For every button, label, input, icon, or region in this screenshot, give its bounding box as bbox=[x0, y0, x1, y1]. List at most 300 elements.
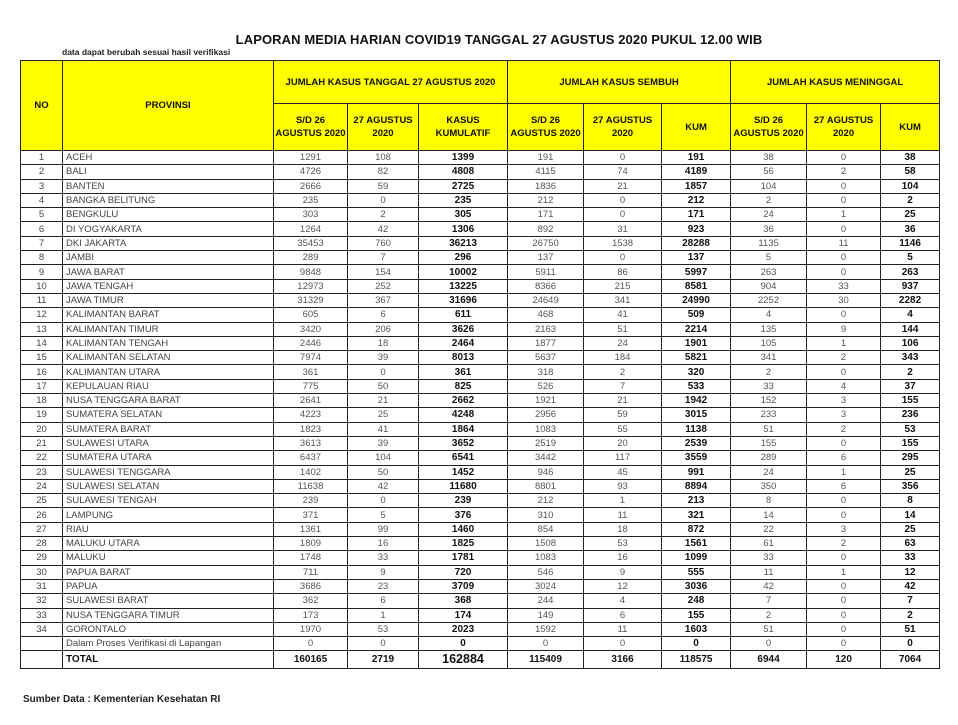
sembuh-kum: 213 bbox=[662, 494, 731, 508]
province-name: MALUKU UTARA bbox=[63, 537, 274, 551]
kasus-kumulatif: 1306 bbox=[419, 222, 508, 236]
sembuh-tgl27: 0 bbox=[584, 251, 662, 265]
sembuh-sd26: 1592 bbox=[508, 622, 584, 636]
table-row bbox=[21, 236, 940, 250]
sembuh-kum: 2539 bbox=[662, 436, 731, 450]
header-kasus-tgl27: 27 AGUSTUS 2020 bbox=[348, 104, 419, 151]
kasus-kumulatif: 235 bbox=[419, 193, 508, 207]
meninggal-sd26: 2252 bbox=[731, 293, 807, 307]
meninggal-kum: 42 bbox=[881, 579, 940, 593]
header-kasus-sd26: S/D 26 AGUSTUS 2020 bbox=[274, 104, 348, 151]
meninggal-tgl27: 9 bbox=[807, 322, 881, 336]
meninggal-kum: 2 bbox=[881, 608, 940, 622]
kasus-tgl27: 53 bbox=[348, 622, 419, 636]
row-no: 2 bbox=[21, 165, 63, 179]
sembuh-sd26: 149 bbox=[508, 608, 584, 622]
sembuh-sd26: 171 bbox=[508, 208, 584, 222]
province-name: KALIMANTAN TENGAH bbox=[63, 336, 274, 350]
total-label: TOTAL bbox=[63, 651, 274, 669]
meninggal-sd26: 2 bbox=[731, 608, 807, 622]
kasus-kumulatif: 1452 bbox=[419, 465, 508, 479]
kasus-sd26: 2641 bbox=[274, 394, 348, 408]
kasus-sd26: 1402 bbox=[274, 465, 348, 479]
table-row bbox=[21, 379, 940, 393]
meninggal-sd26: 904 bbox=[731, 279, 807, 293]
table-row bbox=[21, 222, 940, 236]
row-no: 27 bbox=[21, 522, 63, 536]
table-row bbox=[21, 494, 940, 508]
province-name: SULAWESI TENGAH bbox=[63, 494, 274, 508]
sembuh-tgl27: 9 bbox=[584, 565, 662, 579]
kasus-sd26: 35453 bbox=[274, 236, 348, 250]
source-note: Sumber Data : Kementerian Kesehatan RI bbox=[23, 694, 221, 705]
meninggal-kum: 4 bbox=[881, 308, 940, 322]
kasus-sd26: 2666 bbox=[274, 179, 348, 193]
meninggal-kum: 2 bbox=[881, 365, 940, 379]
sembuh-kum: 1099 bbox=[662, 551, 731, 565]
meninggal-tgl27: 2 bbox=[807, 537, 881, 551]
meninggal-sd26: 155 bbox=[731, 436, 807, 450]
meninggal-tgl27: 0 bbox=[807, 579, 881, 593]
meninggal-sd26: 51 bbox=[731, 422, 807, 436]
table-row bbox=[21, 365, 940, 379]
sembuh-sd26: 854 bbox=[508, 522, 584, 536]
sembuh-tgl27: 93 bbox=[584, 479, 662, 493]
sembuh-kum: 137 bbox=[662, 251, 731, 265]
meninggal-kum: 33 bbox=[881, 551, 940, 565]
kasus-kumulatif: 368 bbox=[419, 594, 508, 608]
meninggal-sd26: 4 bbox=[731, 308, 807, 322]
kasus-tgl27: 6 bbox=[348, 594, 419, 608]
sembuh-sd26: 1083 bbox=[508, 422, 584, 436]
kasus-tgl27: 9 bbox=[348, 565, 419, 579]
sembuh-sd26: 546 bbox=[508, 565, 584, 579]
sembuh-tgl27: 53 bbox=[584, 537, 662, 551]
kasus-sd26: 303 bbox=[274, 208, 348, 222]
sembuh-kum: 155 bbox=[662, 608, 731, 622]
kasus-tgl27: 21 bbox=[348, 394, 419, 408]
kasus-sd26: 711 bbox=[274, 565, 348, 579]
row-no: 20 bbox=[21, 422, 63, 436]
meninggal-sd26: 5 bbox=[731, 251, 807, 265]
sembuh-kum: 0 bbox=[662, 637, 731, 651]
kasus-kumulatif: 296 bbox=[419, 251, 508, 265]
meninggal-kum: 63 bbox=[881, 537, 940, 551]
sembuh-tgl27: 7 bbox=[584, 379, 662, 393]
province-name: BANTEN bbox=[63, 179, 274, 193]
meninggal-sd26: 36 bbox=[731, 222, 807, 236]
sembuh-tgl27: 59 bbox=[584, 408, 662, 422]
meninggal-sd26: 33 bbox=[731, 379, 807, 393]
meninggal-kum: 7 bbox=[881, 594, 940, 608]
province-name: GORONTALO bbox=[63, 622, 274, 636]
meninggal-tgl27: 0 bbox=[807, 508, 881, 522]
sembuh-tgl27: 45 bbox=[584, 465, 662, 479]
meninggal-sd26: 152 bbox=[731, 394, 807, 408]
kasus-sd26: 1291 bbox=[274, 151, 348, 165]
sembuh-kum: 191 bbox=[662, 151, 731, 165]
table-row bbox=[21, 422, 940, 436]
sembuh-sd26: 946 bbox=[508, 465, 584, 479]
sembuh-kum: 24990 bbox=[662, 293, 731, 307]
table-row bbox=[21, 565, 940, 579]
province-name: JAWA BARAT bbox=[63, 265, 274, 279]
kasus-kumulatif: 3709 bbox=[419, 579, 508, 593]
province-name: KALIMANTAN BARAT bbox=[63, 308, 274, 322]
total-no bbox=[21, 651, 63, 669]
kasus-kumulatif: 11680 bbox=[419, 479, 508, 493]
row-no: 7 bbox=[21, 236, 63, 250]
kasus-kumulatif: 305 bbox=[419, 208, 508, 222]
kasus-tgl27: 99 bbox=[348, 522, 419, 536]
meninggal-tgl27: 0 bbox=[807, 594, 881, 608]
meninggal-kum: 36 bbox=[881, 222, 940, 236]
meninggal-kum: 104 bbox=[881, 179, 940, 193]
kasus-kumulatif: 36213 bbox=[419, 236, 508, 250]
kasus-kumulatif: 825 bbox=[419, 379, 508, 393]
meninggal-tgl27: 0 bbox=[807, 222, 881, 236]
meninggal-sd26: 24 bbox=[731, 465, 807, 479]
province-name: DKI JAKARTA bbox=[63, 236, 274, 250]
kasus-kumulatif: 2464 bbox=[419, 336, 508, 350]
province-name: RIAU bbox=[63, 522, 274, 536]
meninggal-kum: 236 bbox=[881, 408, 940, 422]
kasus-sd26: 361 bbox=[274, 365, 348, 379]
row-no: 24 bbox=[21, 479, 63, 493]
kasus-sd26: 1809 bbox=[274, 537, 348, 551]
kasus-sd26: 2446 bbox=[274, 336, 348, 350]
sembuh-sd26: 3024 bbox=[508, 579, 584, 593]
sembuh-sd26: 8801 bbox=[508, 479, 584, 493]
total-sembuh-kum: 118575 bbox=[662, 651, 731, 669]
total-meninggal-sd26: 6944 bbox=[731, 651, 807, 669]
meninggal-sd26: 7 bbox=[731, 594, 807, 608]
province-name: KALIMANTAN UTARA bbox=[63, 365, 274, 379]
table-row bbox=[21, 465, 940, 479]
row-no: 28 bbox=[21, 537, 63, 551]
total-kasus-kumulatif: 162884 bbox=[419, 651, 508, 669]
province-name: SULAWESI TENGGARA bbox=[63, 465, 274, 479]
kasus-sd26: 1361 bbox=[274, 522, 348, 536]
row-no: 26 bbox=[21, 508, 63, 522]
meninggal-tgl27: 0 bbox=[807, 179, 881, 193]
header-meninggal-tgl27: 27 AGUSTUS 2020 bbox=[807, 104, 881, 151]
kasus-tgl27: 25 bbox=[348, 408, 419, 422]
kasus-kumulatif: 1781 bbox=[419, 551, 508, 565]
kasus-sd26: 1748 bbox=[274, 551, 348, 565]
sembuh-tgl27: 1538 bbox=[584, 236, 662, 250]
sembuh-kum: 5997 bbox=[662, 265, 731, 279]
sembuh-sd26: 3442 bbox=[508, 451, 584, 465]
row-no: 21 bbox=[21, 436, 63, 450]
sembuh-sd26: 892 bbox=[508, 222, 584, 236]
sembuh-kum: 248 bbox=[662, 594, 731, 608]
row-no: 18 bbox=[21, 394, 63, 408]
sembuh-kum: 872 bbox=[662, 522, 731, 536]
header-provinsi: PROVINSI bbox=[63, 61, 274, 151]
meninggal-kum: 155 bbox=[881, 394, 940, 408]
meninggal-tgl27: 11 bbox=[807, 236, 881, 250]
meninggal-tgl27: 0 bbox=[807, 193, 881, 207]
sembuh-kum: 1901 bbox=[662, 336, 731, 350]
province-name: NUSA TENGGARA TIMUR bbox=[63, 608, 274, 622]
table-row bbox=[21, 265, 940, 279]
sembuh-tgl27: 55 bbox=[584, 422, 662, 436]
kasus-kumulatif: 31696 bbox=[419, 293, 508, 307]
kasus-tgl27: 1 bbox=[348, 608, 419, 622]
sembuh-kum: 2214 bbox=[662, 322, 731, 336]
province-name: DI YOGYAKARTA bbox=[63, 222, 274, 236]
sembuh-kum: 5821 bbox=[662, 351, 731, 365]
meninggal-kum: 937 bbox=[881, 279, 940, 293]
meninggal-sd26: 24 bbox=[731, 208, 807, 222]
row-no: 22 bbox=[21, 451, 63, 465]
meninggal-tgl27: 1 bbox=[807, 336, 881, 350]
sembuh-kum: 28288 bbox=[662, 236, 731, 250]
row-no: 15 bbox=[21, 351, 63, 365]
row-no: 34 bbox=[21, 622, 63, 636]
sembuh-kum: 4189 bbox=[662, 165, 731, 179]
sembuh-tgl27: 16 bbox=[584, 551, 662, 565]
kasus-kumulatif: 1399 bbox=[419, 151, 508, 165]
kasus-tgl27: 7 bbox=[348, 251, 419, 265]
meninggal-tgl27: 3 bbox=[807, 522, 881, 536]
sembuh-kum: 320 bbox=[662, 365, 731, 379]
sembuh-tgl27: 2 bbox=[584, 365, 662, 379]
meninggal-kum: 38 bbox=[881, 151, 940, 165]
meninggal-sd26: 341 bbox=[731, 351, 807, 365]
kasus-sd26: 239 bbox=[274, 494, 348, 508]
kasus-tgl27: 0 bbox=[348, 193, 419, 207]
header-group-kasus: JUMLAH KASUS TANGGAL 27 AGUSTUS 2020 bbox=[274, 61, 508, 104]
table-row bbox=[21, 322, 940, 336]
sembuh-sd26: 137 bbox=[508, 251, 584, 265]
meninggal-kum: 343 bbox=[881, 351, 940, 365]
sembuh-tgl27: 21 bbox=[584, 394, 662, 408]
row-no: 9 bbox=[21, 265, 63, 279]
row-no: 13 bbox=[21, 322, 63, 336]
meninggal-sd26: 33 bbox=[731, 551, 807, 565]
meninggal-sd26: 51 bbox=[731, 622, 807, 636]
row-no: 23 bbox=[21, 465, 63, 479]
table-row bbox=[21, 394, 940, 408]
kasus-sd26: 3420 bbox=[274, 322, 348, 336]
kasus-sd26: 362 bbox=[274, 594, 348, 608]
table-row bbox=[21, 408, 940, 422]
meninggal-kum: 25 bbox=[881, 522, 940, 536]
meninggal-sd26: 263 bbox=[731, 265, 807, 279]
row-no: 16 bbox=[21, 365, 63, 379]
sembuh-sd26: 1083 bbox=[508, 551, 584, 565]
sembuh-tgl27: 0 bbox=[584, 208, 662, 222]
sembuh-sd26: 1877 bbox=[508, 336, 584, 350]
header-sembuh-sd26: S/D 26 AGUSTUS 2020 bbox=[508, 104, 584, 151]
province-name: KEPULAUAN RIAU bbox=[63, 379, 274, 393]
kasus-kumulatif: 1825 bbox=[419, 537, 508, 551]
meninggal-tgl27: 3 bbox=[807, 408, 881, 422]
kasus-sd26: 12973 bbox=[274, 279, 348, 293]
kasus-kumulatif: 376 bbox=[419, 508, 508, 522]
sembuh-tgl27: 117 bbox=[584, 451, 662, 465]
meninggal-sd26: 105 bbox=[731, 336, 807, 350]
sembuh-sd26: 318 bbox=[508, 365, 584, 379]
meninggal-tgl27: 0 bbox=[807, 608, 881, 622]
meninggal-tgl27: 0 bbox=[807, 436, 881, 450]
table-row bbox=[21, 151, 940, 165]
total-sembuh-sd26: 115409 bbox=[508, 651, 584, 669]
header-meninggal-sd26: S/D 26 AGUSTUS 2020 bbox=[731, 104, 807, 151]
kasus-sd26: 775 bbox=[274, 379, 348, 393]
meninggal-sd26: 42 bbox=[731, 579, 807, 593]
sembuh-tgl27: 341 bbox=[584, 293, 662, 307]
total-row bbox=[21, 651, 940, 669]
kasus-tgl27: 23 bbox=[348, 579, 419, 593]
kasus-sd26: 3686 bbox=[274, 579, 348, 593]
kasus-sd26: 235 bbox=[274, 193, 348, 207]
sembuh-tgl27: 0 bbox=[584, 637, 662, 651]
province-name: MALUKU bbox=[63, 551, 274, 565]
sembuh-kum: 3036 bbox=[662, 579, 731, 593]
meninggal-sd26: 56 bbox=[731, 165, 807, 179]
sembuh-sd26: 1921 bbox=[508, 394, 584, 408]
sembuh-sd26: 5637 bbox=[508, 351, 584, 365]
kasus-sd26: 1823 bbox=[274, 422, 348, 436]
province-name: LAMPUNG bbox=[63, 508, 274, 522]
kasus-sd26: 4223 bbox=[274, 408, 348, 422]
kasus-kumulatif: 6541 bbox=[419, 451, 508, 465]
sembuh-tgl27: 6 bbox=[584, 608, 662, 622]
meninggal-sd26: 135 bbox=[731, 322, 807, 336]
kasus-tgl27: 0 bbox=[348, 637, 419, 651]
sembuh-tgl27: 41 bbox=[584, 308, 662, 322]
kasus-sd26: 1970 bbox=[274, 622, 348, 636]
total-kasus-sd26: 160165 bbox=[274, 651, 348, 669]
sembuh-sd26: 2956 bbox=[508, 408, 584, 422]
sembuh-kum: 533 bbox=[662, 379, 731, 393]
meninggal-kum: 5 bbox=[881, 251, 940, 265]
kasus-tgl27: 0 bbox=[348, 494, 419, 508]
kasus-tgl27: 50 bbox=[348, 379, 419, 393]
header-kasus-kumulatif: KASUS KUMULATIF bbox=[419, 104, 508, 151]
kasus-tgl27: 6 bbox=[348, 308, 419, 322]
table-row bbox=[21, 436, 940, 450]
kasus-kumulatif: 0 bbox=[419, 637, 508, 651]
kasus-sd26: 0 bbox=[274, 637, 348, 651]
table-row bbox=[21, 179, 940, 193]
meninggal-tgl27: 2 bbox=[807, 165, 881, 179]
meninggal-kum: 53 bbox=[881, 422, 940, 436]
total-sembuh-tgl27: 3166 bbox=[584, 651, 662, 669]
table-row bbox=[21, 551, 940, 565]
meninggal-kum: 14 bbox=[881, 508, 940, 522]
meninggal-tgl27: 4 bbox=[807, 379, 881, 393]
sembuh-kum: 3559 bbox=[662, 451, 731, 465]
header-group-sembuh: JUMLAH KASUS SEMBUH bbox=[508, 61, 731, 104]
row-no: 8 bbox=[21, 251, 63, 265]
province-name: JAWA TIMUR bbox=[63, 293, 274, 307]
sembuh-tgl27: 215 bbox=[584, 279, 662, 293]
province-name: Dalam Proses Verifikasi di Lapangan bbox=[63, 637, 274, 651]
header-sembuh-kum: KUM bbox=[662, 104, 731, 151]
meninggal-sd26: 14 bbox=[731, 508, 807, 522]
kasus-sd26: 9848 bbox=[274, 265, 348, 279]
sembuh-sd26: 244 bbox=[508, 594, 584, 608]
row-no: 29 bbox=[21, 551, 63, 565]
sembuh-sd26: 5911 bbox=[508, 265, 584, 279]
table-row bbox=[21, 594, 940, 608]
meninggal-tgl27: 0 bbox=[807, 494, 881, 508]
sembuh-sd26: 26750 bbox=[508, 236, 584, 250]
meninggal-tgl27: 0 bbox=[807, 151, 881, 165]
sembuh-sd26: 4115 bbox=[508, 165, 584, 179]
meninggal-sd26: 2 bbox=[731, 193, 807, 207]
meninggal-kum: 25 bbox=[881, 465, 940, 479]
kasus-kumulatif: 3626 bbox=[419, 322, 508, 336]
sembuh-sd26: 526 bbox=[508, 379, 584, 393]
sembuh-kum: 171 bbox=[662, 208, 731, 222]
province-name: BANGKA BELITUNG bbox=[63, 193, 274, 207]
meninggal-tgl27: 0 bbox=[807, 265, 881, 279]
meninggal-kum: 2282 bbox=[881, 293, 940, 307]
kasus-kumulatif: 720 bbox=[419, 565, 508, 579]
kasus-kumulatif: 4808 bbox=[419, 165, 508, 179]
table-row bbox=[21, 608, 940, 622]
kasus-tgl27: 760 bbox=[348, 236, 419, 250]
row-no: 32 bbox=[21, 594, 63, 608]
sembuh-kum: 1561 bbox=[662, 537, 731, 551]
sembuh-kum: 3015 bbox=[662, 408, 731, 422]
kasus-kumulatif: 1460 bbox=[419, 522, 508, 536]
sembuh-kum: 1138 bbox=[662, 422, 731, 436]
kasus-kumulatif: 13225 bbox=[419, 279, 508, 293]
sembuh-sd26: 2163 bbox=[508, 322, 584, 336]
kasus-kumulatif: 239 bbox=[419, 494, 508, 508]
meninggal-kum: 295 bbox=[881, 451, 940, 465]
meninggal-kum: 144 bbox=[881, 322, 940, 336]
meninggal-tgl27: 2 bbox=[807, 422, 881, 436]
meninggal-sd26: 350 bbox=[731, 479, 807, 493]
kasus-sd26: 371 bbox=[274, 508, 348, 522]
sembuh-tgl27: 31 bbox=[584, 222, 662, 236]
province-name: SULAWESI SELATAN bbox=[63, 479, 274, 493]
kasus-sd26: 289 bbox=[274, 251, 348, 265]
kasus-sd26: 11638 bbox=[274, 479, 348, 493]
province-name: BALI bbox=[63, 165, 274, 179]
province-name: JAMBI bbox=[63, 251, 274, 265]
row-no: 25 bbox=[21, 494, 63, 508]
kasus-tgl27: 82 bbox=[348, 165, 419, 179]
meninggal-tgl27: 6 bbox=[807, 479, 881, 493]
sembuh-sd26: 212 bbox=[508, 193, 584, 207]
meninggal-kum: 263 bbox=[881, 265, 940, 279]
kasus-sd26: 3613 bbox=[274, 436, 348, 450]
province-name: SUMATERA BARAT bbox=[63, 422, 274, 436]
kasus-tgl27: 108 bbox=[348, 151, 419, 165]
covid-report-table bbox=[20, 60, 940, 669]
sembuh-sd26: 310 bbox=[508, 508, 584, 522]
sembuh-tgl27: 12 bbox=[584, 579, 662, 593]
province-name: NUSA TENGGARA BARAT bbox=[63, 394, 274, 408]
sembuh-sd26: 468 bbox=[508, 308, 584, 322]
kasus-tgl27: 0 bbox=[348, 365, 419, 379]
table-row bbox=[21, 451, 940, 465]
total-meninggal-kum: 7064 bbox=[881, 651, 940, 669]
kasus-sd26: 1264 bbox=[274, 222, 348, 236]
meninggal-tgl27: 30 bbox=[807, 293, 881, 307]
meninggal-kum: 37 bbox=[881, 379, 940, 393]
table-row bbox=[21, 279, 940, 293]
sembuh-tgl27: 74 bbox=[584, 165, 662, 179]
